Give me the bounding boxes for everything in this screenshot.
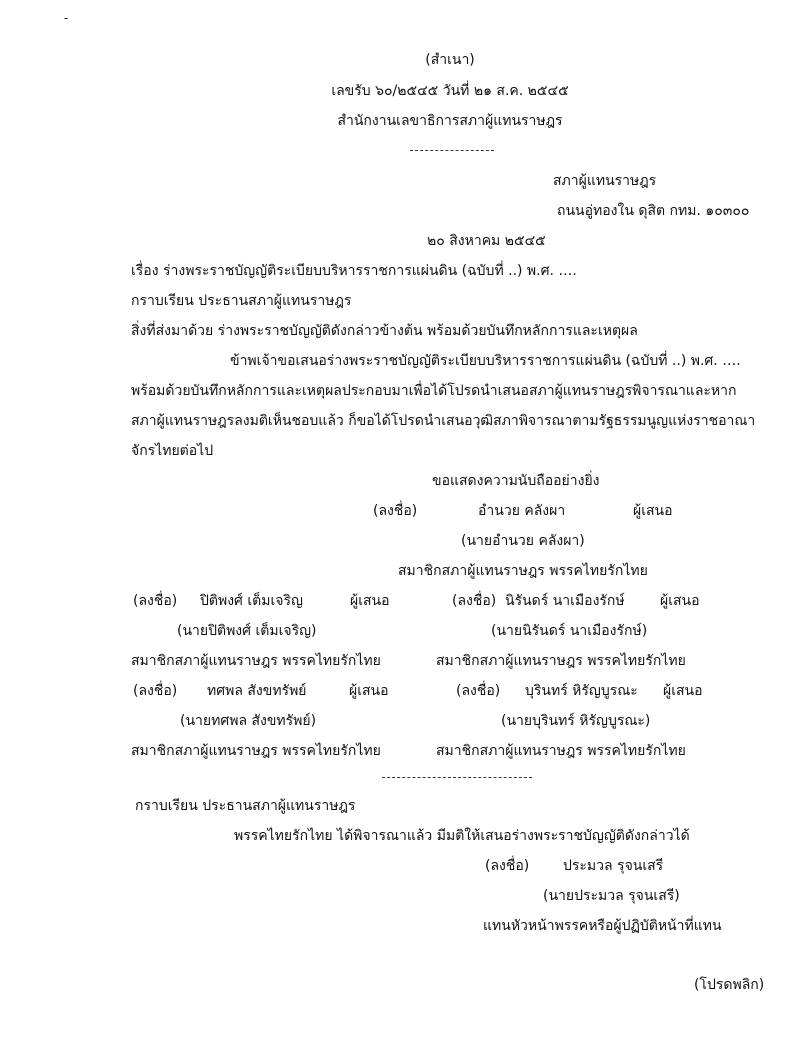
cosigner-1-sign-label: (ลงชื่อ): [133, 593, 178, 609]
cosigner-4-name: บุรินทร์ หิรัญบูรณะ: [525, 683, 638, 699]
closing: ขอแสดงความนับถืออย่างยิ่ง: [432, 473, 600, 489]
turn-page-note: (โปรดพลิก): [694, 977, 765, 993]
cosigner-3-name: ทศพล สังขทรัพย์: [207, 683, 307, 699]
main-signer-full-name: (นายอำนวย คลังผา): [461, 533, 585, 549]
cosigner-2-sign-label: (ลงชื่อ): [452, 593, 497, 609]
corner-mark: -: [64, 11, 69, 25]
endorsement-sign-label: (ลงชื่อ): [485, 858, 530, 874]
cosigner-2-proposer-label: ผู้เสนอ: [660, 593, 700, 609]
cosigner-1-member: สมาชิกสภาผู้แทนราษฎร พรรคไทยรักไทย: [131, 653, 381, 669]
cosigner-1-proposer-label: ผู้เสนอ: [350, 593, 390, 609]
cosigner-2-full-name: (นายนิรันดร์ นาเมืองรักษ์): [491, 623, 648, 639]
body-line-2: พร้อมด้วยบันทึกหลักการและเหตุผลประกอบมาเพื่อได้โปรดนำเสนอสภาผู้แทนราษฎรพิจารณาและหาก: [131, 383, 737, 399]
separator-long: [382, 777, 532, 778]
cosigner-1-full-name: (นายปิติพงศ์ เต็มเจริญ): [177, 623, 317, 639]
letter-date: ๒๐ สิงหาคม ๒๕๔๕: [427, 233, 546, 249]
endorsement-salutation: กราบเรียน ประธานสภาผู้แทนราษฎร: [135, 798, 356, 814]
cosigner-3-member: สมาชิกสภาผู้แทนราษฎร พรรคไทยรักไทย: [131, 743, 381, 759]
cosigner-3-full-name: (นายทศพล สังขทรัพย์): [180, 713, 317, 729]
body-line-3: สภาผู้แทนราษฎรลงมติเห็นชอบแล้ว ก็ขอได้โปรดนำเสนอวุฒิสภาพิจารณาตามรัฐธรรมนูญแห่งราชอาณา: [131, 413, 756, 429]
main-signer-name: อำนวย คลังผา: [478, 503, 566, 519]
enclosure-line: สิ่งที่ส่งมาด้วย ร่างพระราชบัญญัติดังกล่าวข้างต้น พร้อมด้วยบันทึกหลักการและเหตุผล: [131, 323, 638, 339]
cosigner-2-name: นิรันดร์ นาเมืองรักษ์: [505, 593, 625, 609]
cosigner-1-name: ปิติพงศ์ เต็มเจริญ: [200, 593, 303, 609]
endorsement-text: พรรคไทยรักไทย ได้พิจารณาแล้ว มีมติให้เสนอร่างพระราชบัญญัติดังกล่าวได้: [234, 828, 690, 844]
cosigner-4-full-name: (นายบุรินทร์ หิรัญบูรณะ): [501, 713, 651, 729]
main-proposer-label: ผู้เสนอ: [633, 503, 673, 519]
endorsement-signer-name: ประมวล รุจนเสรี: [563, 858, 664, 874]
endorsement-signer-role: แทนหัวหน้าพรรคหรือผู้ปฏิบัติหน้าที่แทน: [483, 918, 722, 934]
sender-name: สภาผู้แทนราษฎร: [553, 173, 657, 189]
cosigner-2-member: สมาชิกสภาผู้แทนราษฎร พรรคไทยรักไทย: [436, 653, 686, 669]
subject-line: เรื่อง ร่างพระราชบัญญัติระเบียบบริหารราชการแผ่นดิน (ฉบับที่ ..) พ.ศ. ….: [131, 263, 577, 279]
cosigner-3-sign-label: (ลงชื่อ): [133, 683, 178, 699]
office-name: สำนักงานเลขาธิการสภาผู้แทนราษฎร: [337, 113, 563, 129]
body-line-4: จักรไทยต่อไป: [131, 443, 214, 459]
cosigner-4-sign-label: (ลงชื่อ): [456, 683, 501, 699]
main-sign-label: (ลงชื่อ): [373, 503, 418, 519]
cosigner-4-member: สมาชิกสภาผู้แทนราษฎร พรรคไทยรักไทย: [436, 743, 686, 759]
sender-address: ถนนอู่ทองใน ดุสิต กทม. ๑๐๓๐๐: [557, 203, 750, 219]
main-signer-member: สมาชิกสภาผู้แทนราษฎร พรรคไทยรักไทย: [398, 563, 648, 579]
separator-short: [410, 150, 494, 151]
cosigner-3-proposer-label: ผู้เสนอ: [349, 683, 389, 699]
endorsement-signer-full-name: (นายประมวล รุจนเสรี): [543, 888, 680, 904]
copy-label: (สำเนา): [425, 52, 475, 68]
receipt-line: เลขรับ ๖๐/๒๕๔๕ วันที่ ๒๑ ส.ค. ๒๕๔๕: [331, 83, 569, 99]
cosigner-4-proposer-label: ผู้เสนอ: [663, 683, 703, 699]
body-line-1: ข้าพเจ้าขอเสนอร่างพระราชบัญญัติระเบียบบริหารราชการแผ่นดิน (ฉบับที่ ..) พ.ศ. ….: [230, 353, 741, 369]
salutation: กราบเรียน ประธานสภาผู้แทนราษฎร: [131, 293, 352, 309]
